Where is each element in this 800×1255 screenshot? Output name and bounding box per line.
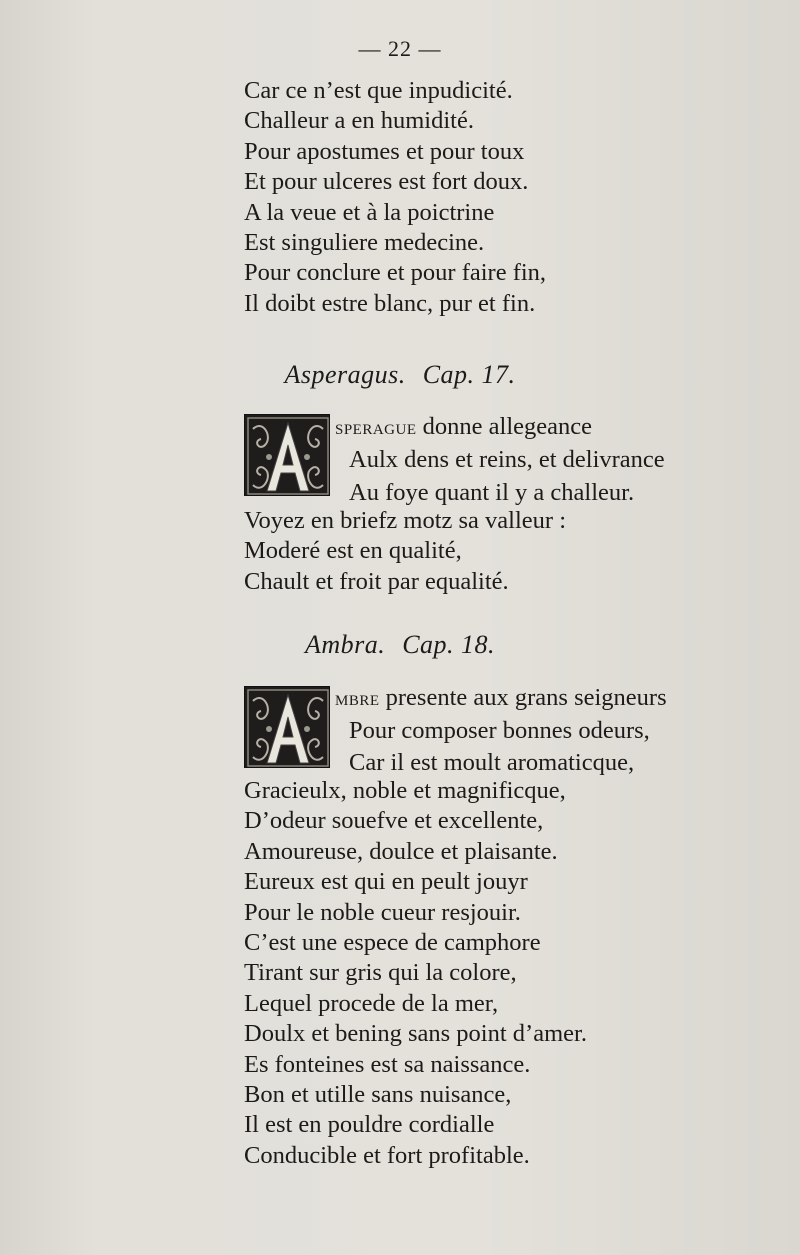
initial-line: Pour composer bonnes odeurs, [349, 717, 650, 744]
verse-line: Il est en pouldre cordialle [244, 1111, 495, 1139]
verse-line: Conducible et fort profitable. [244, 1141, 530, 1169]
verse-line: Amoureuse, doulce et plaisante. [244, 837, 558, 865]
chapter-title: Ambra. [304, 630, 386, 659]
initial-line: sperague donne allegeance [335, 413, 592, 440]
chapter-title: Asperagus. [284, 360, 406, 389]
verse-line: Bon et utille sans nuisance, [244, 1081, 512, 1109]
verse-line: Car ce n’est que inpudicité. [244, 77, 513, 104]
verse-line: C’est une espece de camphore [244, 929, 541, 957]
first-word-rest: mbre [335, 685, 380, 710]
verse-line: D’odeur souefve et excellente, [244, 807, 544, 835]
verse-line: Pour le noble cueur resjouir. [244, 898, 521, 926]
initial-line: Au foye quant il y a challeur. [349, 479, 635, 506]
verse-line: Voyez en briefz motz sa valleur : [244, 507, 567, 534]
chapter-number: Cap. 17. [422, 360, 516, 389]
verse-line: Moderé est en qualité, [244, 537, 462, 565]
first-word-rest: sperague [335, 414, 417, 439]
initial-line: mbre presente aux grans seigneurs [335, 684, 667, 711]
decorated-initial-a [244, 686, 330, 768]
chapter-heading [0, 360, 800, 390]
initial-line: Car il est moult aromaticque, [349, 749, 635, 776]
ornament-icon [245, 687, 330, 768]
chapter-heading [0, 630, 800, 660]
ornament-icon [245, 415, 330, 496]
verse-line: Pour conclure et pour faire fin, [244, 259, 547, 287]
verse-line: Chault et froit par equalité. [244, 567, 509, 595]
initial-line: Aulx dens et reins, et delivrance [349, 446, 665, 473]
chapter18-verse [244, 776, 587, 1171]
decorated-initial-a [244, 414, 330, 496]
verse-line: Lequel procede de la mer, [244, 989, 499, 1017]
verse-line: Es fonteines est sa naissance. [244, 1050, 531, 1078]
verse-line: Est singuliere medecine. [244, 229, 485, 257]
verse-line: Gracieulx, noble et magnificque, [244, 777, 566, 804]
chapter-number: Cap. 18. [402, 630, 496, 659]
verse-line: Tirant sur gris qui la colore, [244, 959, 517, 987]
verse-line: A la veue et à la poictrine [244, 198, 495, 226]
verse-line: Il doibt estre blanc, pur et fin. [244, 289, 536, 317]
page-number: — 22 — [358, 36, 442, 61]
verse-line: Et pour ulceres est fort doux. [244, 168, 529, 196]
verse-line: Doulx et bening sans point d’amer. [244, 1020, 587, 1048]
verse-line: Challeur a en humidité. [244, 107, 474, 135]
verse-line: Eureux est qui en peult jouyr [244, 868, 528, 896]
verse-line: Pour apostumes et pour toux [244, 137, 525, 165]
chapter17-verse [244, 506, 566, 597]
opening-verse [244, 76, 546, 319]
